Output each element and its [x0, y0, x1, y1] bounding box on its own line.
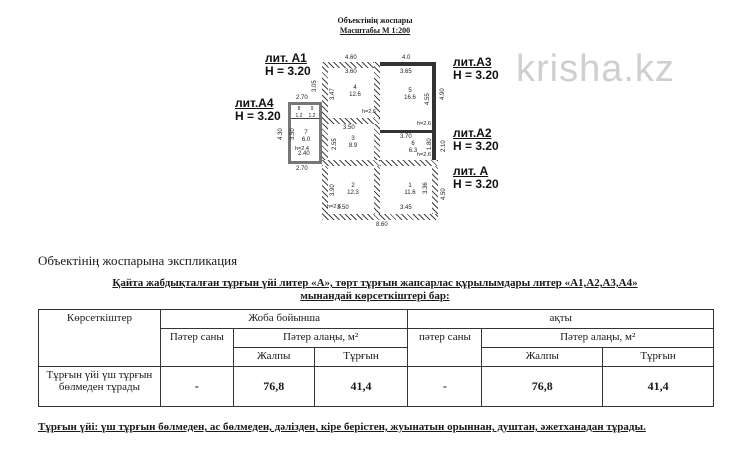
dim-label: 2.55	[332, 138, 338, 150]
wall	[322, 62, 380, 68]
wall	[322, 62, 328, 220]
room-6: 6 6.3	[408, 141, 418, 154]
explication-heading-line1: Қайта жабдықталған тұрғын үйі литер «А», төрт тұрғын жапсарлас құрылымдары литер «А1,А2,А3,А4»	[112, 277, 638, 289]
header-flat-count-actual: пәтер саны	[408, 329, 482, 367]
room-5: 5 16.6	[404, 88, 416, 101]
cell-project-living: 41,4	[314, 367, 408, 407]
room-3: 3 8.9	[348, 136, 358, 149]
header-living: Тұрғын	[314, 348, 408, 367]
dim-label: 4.30	[278, 128, 284, 140]
room-9: 9 1.2	[308, 106, 316, 119]
cell-project-total: 76,8	[233, 367, 314, 407]
wall	[380, 62, 436, 66]
dim-label: 3.50	[290, 128, 296, 140]
dim-label: 4.60	[345, 55, 357, 61]
dim-label: 3.60	[345, 69, 357, 75]
room-8: 8 1.2	[295, 106, 303, 119]
dim-label: 3.47	[330, 88, 336, 100]
dim-label: 3.36	[423, 182, 429, 194]
dim-label: 2.40	[298, 151, 310, 157]
room-1: 1 11.6	[404, 183, 416, 196]
header-flat-count: Пәтер саны	[160, 329, 233, 367]
wall	[322, 160, 380, 166]
lit-a1-label: лит. А1 H = 3.20	[265, 51, 311, 78]
header-total-actual: Жалпы	[482, 348, 603, 367]
plan-title: Объектінің жоспары	[337, 16, 413, 25]
cell-actual-living: 41,4	[603, 367, 714, 407]
explication-title: Объектінің жоспарына экспликация	[38, 253, 238, 268]
dim-label: 2.70	[296, 166, 308, 172]
wall	[432, 160, 438, 220]
dim-label: 3.50	[343, 125, 355, 131]
dim-label: 3.45	[400, 205, 412, 211]
dim-label: 3.50	[337, 205, 349, 211]
lit-a4-label: лит.А4 H = 3.20	[235, 96, 281, 123]
wall	[380, 130, 436, 133]
dim-label: 4.0	[402, 55, 411, 61]
dim-label: 2.70	[296, 95, 308, 101]
room-4: 4 12.6	[349, 85, 361, 98]
lit-a3-label: лит.А3 H = 3.20	[453, 55, 499, 82]
header-flat-area-actual: Пәтер алаңы, м²	[482, 329, 714, 348]
dim-label: 3.70	[400, 134, 412, 140]
dim-label: 3.05	[312, 80, 318, 92]
dim-label: 4.55	[425, 93, 431, 105]
cell-actual-count: -	[408, 367, 482, 407]
room-height: h=2.6	[327, 204, 341, 210]
row-label: Тұрғын үйі үш тұрғын бөлмеден тұрады	[39, 367, 161, 407]
room-height: h=2.6	[417, 152, 431, 158]
header-actual: ақты	[408, 310, 714, 329]
dim-label: 3.90	[330, 184, 336, 196]
cell-actual-total: 76,8	[482, 367, 603, 407]
dim-label: 4.90	[440, 88, 446, 100]
lit-a-label: лит. А H = 3.20	[453, 164, 499, 191]
room-height: h=2.6	[417, 121, 431, 127]
header-total: Жалпы	[233, 348, 314, 367]
table-row	[39, 367, 714, 407]
room-height: h=2.4	[295, 146, 309, 152]
room-height: h=2.6	[362, 109, 376, 115]
plan-scale: Масштабы М 1:200	[339, 26, 411, 35]
header-indicators: Көрсеткіштер	[39, 310, 161, 367]
dim-label: 8.60	[376, 222, 388, 228]
dim-label: 3.65	[400, 69, 412, 75]
wall	[322, 118, 380, 124]
cell-project-count: -	[160, 367, 233, 407]
header-project: Жоба бойынша	[160, 310, 408, 329]
header-living-actual: Тұрғын	[603, 348, 714, 367]
dim-label: 1.80	[427, 138, 433, 150]
watermark-logo: krisha.kz	[516, 48, 675, 90]
wall	[322, 214, 438, 220]
dim-label: 2.10	[441, 140, 447, 152]
lit-a2-label: лит.А2 H = 3.20	[453, 126, 499, 153]
room-2: 2 12.3	[347, 183, 359, 196]
explication-heading-line2: мынандай көрсеткіштері бар:	[300, 290, 450, 302]
wall	[374, 62, 380, 220]
dim-label: 4.50	[441, 188, 447, 200]
footer-description: Тұрғын үйі: үш тұрғын бөлмеден, ас бөлмеден, дәлізден, кіре берістен, жуынатын орыннан, душтан, әжетханадан тұрады.	[38, 421, 646, 433]
wall	[380, 160, 438, 166]
room-7: 7 6.0	[301, 130, 311, 143]
header-flat-area: Пәтер алаңы, м²	[233, 329, 408, 348]
explication-table	[38, 309, 714, 407]
